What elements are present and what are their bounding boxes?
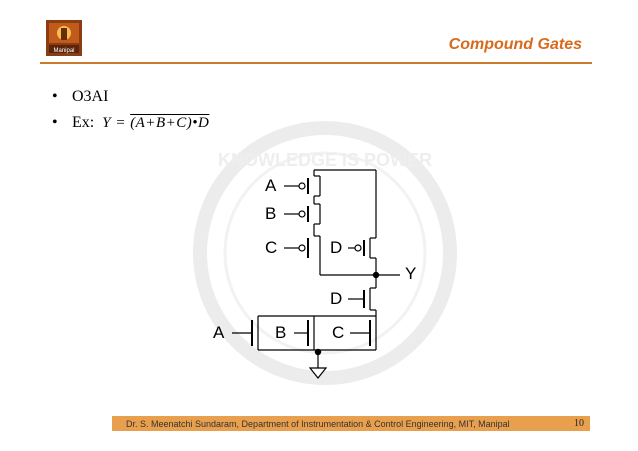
label-d-nmos: D [330,289,343,308]
footer-credit: Dr. S. Meenatchi Sundaram, Department of Instrumentation & Control Engineering, MIT, Manipal [126,418,510,429]
label-b-pmos: B [265,204,277,223]
label-c-nmos: C [332,323,345,342]
bullet-text: O3AI [72,88,109,105]
page-number: 10 [574,418,584,429]
logo-text: Manipal [53,48,75,54]
label-d-pmos: D [330,238,343,257]
label-a-nmos: A [213,323,225,342]
watermark-text: KNOWLEDGE IS POWER [217,150,433,170]
expr-rhs: (A+B+C)•D [130,114,210,131]
label-y-output: Y [405,264,417,283]
label-b-nmos: B [275,323,287,342]
footer-bar [112,416,590,431]
expr-eq: = [115,114,126,131]
bullet-item: • O3AI [52,88,109,105]
bullet-prefix: Ex: [72,114,95,131]
expr-lhs: Y [102,114,112,131]
label-a-pmos: A [265,176,277,195]
slide-title: Compound Gates [448,36,582,53]
bullet-item: • Ex: Y = (A+B+C)•D [52,114,210,131]
label-c-pmos: C [265,238,278,257]
